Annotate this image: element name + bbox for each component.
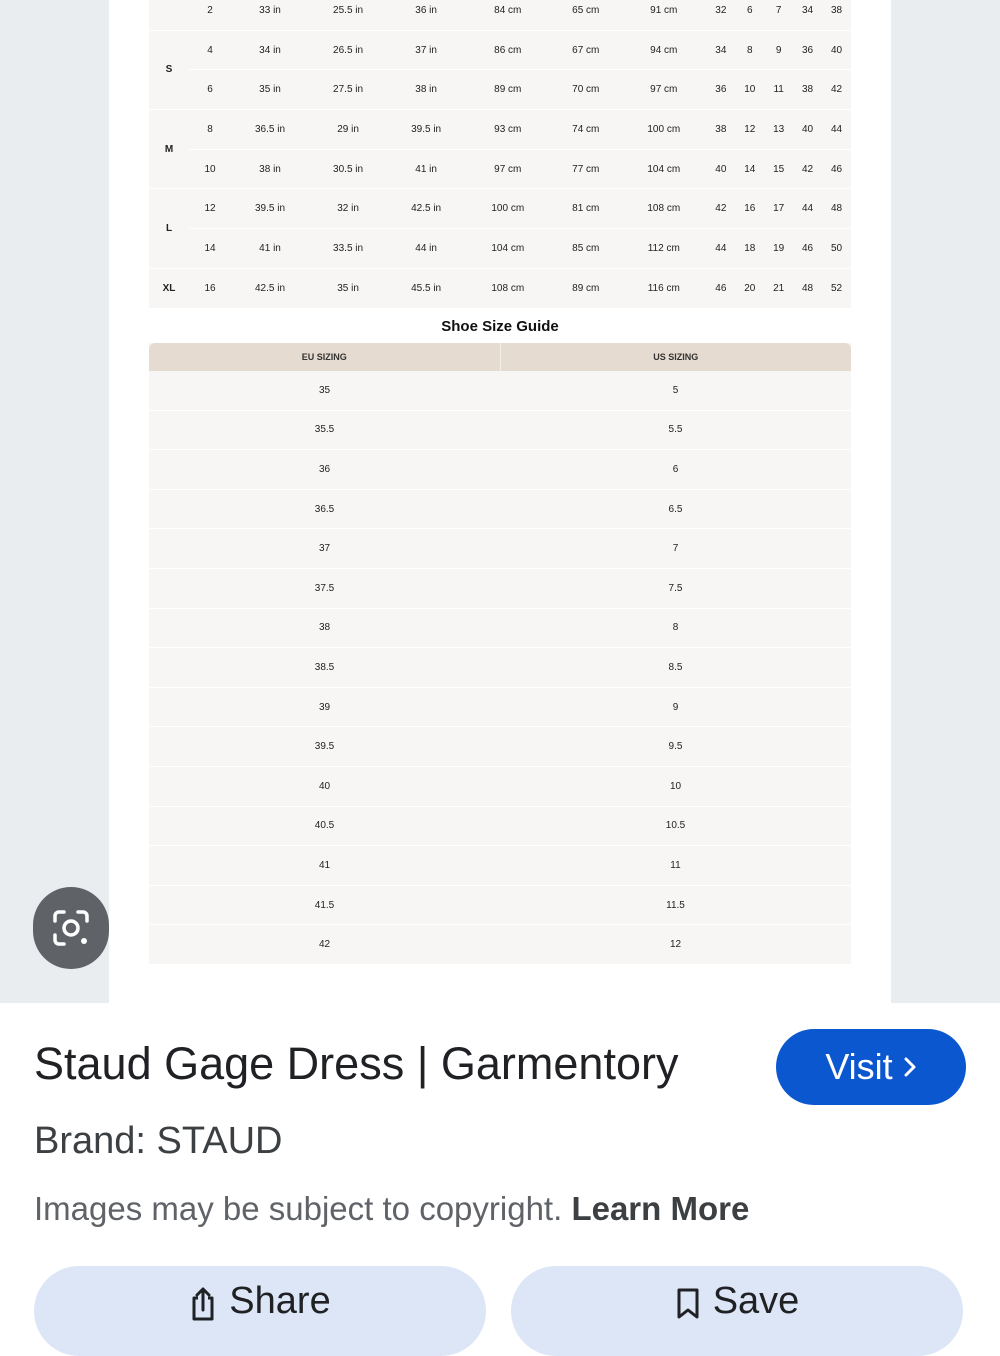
size-group-label: L: [149, 189, 189, 268]
shoe-size-row: [149, 490, 851, 530]
us-size-cell: 6.5: [668, 503, 683, 515]
us-size-cell: 9: [672, 701, 679, 713]
bookmark-icon: [675, 1286, 701, 1320]
size-cell: 52: [822, 268, 851, 308]
size-cell: 30.5 in: [309, 149, 387, 189]
size-cell: 44: [822, 110, 851, 150]
shoe-size-row: [149, 767, 851, 807]
size-cell: 20: [735, 268, 764, 308]
shoe-size-table: [149, 343, 851, 965]
size-cell: 108 cm: [621, 189, 706, 229]
size-cell: 48: [793, 268, 822, 308]
size-cell: 4: [189, 30, 231, 70]
size-cell: 44 in: [387, 229, 465, 269]
size-group-label: XL: [149, 268, 189, 308]
eu-size-cell: 37: [318, 543, 331, 555]
size-row: [149, 189, 851, 229]
size-cell: 38: [706, 110, 735, 150]
size-cell: 12: [735, 110, 764, 150]
us-size-cell: 8: [672, 622, 679, 634]
us-size-cell: 11.5: [666, 899, 685, 911]
size-cell: 40: [793, 110, 822, 150]
size-cell: 29 in: [309, 110, 387, 150]
visit-button[interactable]: [776, 1029, 966, 1105]
us-size-cell: 11: [670, 859, 681, 871]
size-cell: 65 cm: [550, 0, 621, 30]
copyright-notice: [34, 1190, 749, 1228]
share-label: Share: [229, 1280, 331, 1322]
shoe-size-row: [149, 807, 851, 847]
size-cell: 16: [735, 189, 764, 229]
eu-size-cell: 36.5: [314, 503, 335, 515]
size-cell: 42.5 in: [387, 189, 465, 229]
size-cell: 36: [706, 70, 735, 110]
shoe-size-row: [149, 569, 851, 609]
size-cell: 84 cm: [465, 0, 550, 30]
size-cell: 11: [764, 70, 793, 110]
share-icon: [189, 1286, 217, 1322]
size-cell: 42: [793, 149, 822, 189]
size-cell: 48: [822, 189, 851, 229]
size-cell: 27.5 in: [309, 70, 387, 110]
size-cell: 108 cm: [465, 268, 550, 308]
us-sizing-header: US SIZING: [500, 343, 852, 371]
size-cell: 77 cm: [550, 149, 621, 189]
size-cell: 104 cm: [465, 229, 550, 269]
eu-size-cell: 40: [318, 780, 331, 792]
size-cell: 38 in: [387, 70, 465, 110]
size-cell: 42.5 in: [231, 268, 309, 308]
size-cell: 21: [764, 268, 793, 308]
shoe-table-header: [149, 343, 851, 371]
us-size-cell: 9.5: [668, 741, 683, 753]
size-cell: 35 in: [309, 268, 387, 308]
size-cell: 26.5 in: [309, 30, 387, 70]
size-cell: 42: [706, 189, 735, 229]
eu-size-cell: 37.5: [314, 582, 335, 594]
size-row: [149, 149, 851, 189]
eu-size-cell: 39: [318, 701, 331, 713]
size-cell: 81 cm: [550, 189, 621, 229]
size-cell: 41 in: [231, 229, 309, 269]
eu-size-cell: 36: [318, 463, 331, 475]
size-cell: 104 cm: [621, 149, 706, 189]
size-cell: 39.5 in: [387, 110, 465, 150]
size-row: [149, 70, 851, 110]
size-cell: 17: [764, 189, 793, 229]
size-cell: 6: [189, 70, 231, 110]
result-title[interactable]: Staud Gage Dress | Garmentory: [34, 1038, 679, 1089]
eu-size-cell: 39.5: [314, 741, 335, 753]
eu-size-cell: 42: [318, 939, 331, 951]
size-cell: 32 in: [309, 189, 387, 229]
shoe-size-row: [149, 886, 851, 926]
size-cell: 34: [793, 0, 822, 30]
eu-size-cell: 41: [318, 859, 331, 871]
chevron-right-icon: [903, 1056, 917, 1078]
size-cell: 42: [822, 70, 851, 110]
size-cell: 34 in: [231, 30, 309, 70]
eu-size-cell: 38.5: [314, 661, 335, 673]
size-cell: 32: [706, 0, 735, 30]
google-lens-icon: [51, 908, 91, 948]
size-cell: 46: [793, 229, 822, 269]
size-cell: 116 cm: [621, 268, 706, 308]
us-size-cell: 12: [669, 939, 682, 951]
us-size-cell: 8.5: [668, 661, 683, 673]
size-cell: 100 cm: [621, 110, 706, 150]
shoe-size-row: [149, 371, 851, 411]
size-cell: 2: [189, 0, 231, 30]
us-size-cell: 7: [672, 543, 679, 555]
shoe-size-row: [149, 925, 851, 965]
size-cell: 86 cm: [465, 30, 550, 70]
size-cell: 25.5 in: [309, 0, 387, 30]
size-cell: 36 in: [387, 0, 465, 30]
shoe-size-row: [149, 529, 851, 569]
size-cell: 16: [189, 268, 231, 308]
brand-text: Brand: STAUD: [34, 1120, 283, 1162]
shoe-size-row: [149, 450, 851, 490]
size-cell: 10: [735, 70, 764, 110]
size-cell: 38: [793, 70, 822, 110]
size-row: [149, 30, 851, 70]
eu-size-cell: 35.5: [314, 424, 335, 436]
size-cell: 89 cm: [465, 70, 550, 110]
size-cell: 85 cm: [550, 229, 621, 269]
size-cell: 15: [764, 149, 793, 189]
size-cell: 112 cm: [621, 229, 706, 269]
size-cell: 94 cm: [621, 30, 706, 70]
size-cell: 38 in: [231, 149, 309, 189]
size-row: [149, 0, 851, 30]
size-cell: 9: [764, 30, 793, 70]
size-cell: 12: [189, 189, 231, 229]
size-cell: 36.5 in: [231, 110, 309, 150]
eu-size-cell: 40.5: [314, 820, 335, 832]
size-cell: 38: [822, 0, 851, 30]
share-button[interactable]: [34, 1266, 486, 1356]
size-cell: 97 cm: [465, 149, 550, 189]
size-group-label: M: [149, 110, 189, 189]
size-cell: 14: [735, 149, 764, 189]
size-group-label: S: [149, 30, 189, 109]
size-cell: 41 in: [387, 149, 465, 189]
size-cell: 40: [706, 149, 735, 189]
shoe-size-row: [149, 688, 851, 728]
size-cell: 8: [189, 110, 231, 150]
eu-sizing-header: EU SIZING: [301, 352, 347, 362]
shoe-size-row: [149, 411, 851, 451]
us-size-cell: 7.5: [668, 582, 683, 594]
size-group-label: [149, 0, 189, 30]
visit-label: Visit: [825, 1046, 893, 1087]
us-size-cell: 5: [672, 384, 679, 396]
size-cell: 39.5 in: [231, 189, 309, 229]
size-cell: 35 in: [231, 70, 309, 110]
shoe-guide-title: Shoe Size Guide: [441, 318, 559, 335]
size-cell: 100 cm: [465, 189, 550, 229]
size-row: [149, 229, 851, 269]
shoe-size-row: [149, 727, 851, 767]
size-cell: 89 cm: [550, 268, 621, 308]
shoe-size-row: [149, 846, 851, 886]
shoe-size-row: [149, 609, 851, 649]
size-cell: 74 cm: [550, 110, 621, 150]
save-button[interactable]: [511, 1266, 963, 1356]
size-cell: 7: [764, 0, 793, 30]
save-label: Save: [712, 1280, 800, 1322]
us-size-cell: 10.5: [665, 820, 686, 832]
size-cell: 14: [189, 229, 231, 269]
eu-size-cell: 35: [318, 384, 331, 396]
size-cell: 34: [706, 30, 735, 70]
size-cell: 45.5 in: [387, 268, 465, 308]
us-size-cell: 10: [669, 780, 682, 792]
us-size-cell: 6: [672, 463, 679, 475]
size-cell: 46: [822, 149, 851, 189]
size-chart-page: [109, 0, 891, 1003]
size-cell: 13: [764, 110, 793, 150]
size-cell: 10: [189, 149, 231, 189]
eu-size-cell: 38: [318, 622, 331, 634]
size-cell: 93 cm: [465, 110, 550, 150]
us-size-cell: 5.5: [668, 424, 683, 436]
size-row: [149, 110, 851, 150]
size-cell: 70 cm: [550, 70, 621, 110]
google-lens-button[interactable]: [33, 887, 109, 969]
size-cell: 97 cm: [621, 70, 706, 110]
learn-more-link[interactable]: Learn More: [571, 1190, 750, 1227]
size-cell: 36: [793, 30, 822, 70]
size-cell: 44: [706, 229, 735, 269]
size-cell: 44: [793, 189, 822, 229]
size-cell: 37 in: [387, 30, 465, 70]
size-cell: 46: [706, 268, 735, 308]
size-cell: 33 in: [231, 0, 309, 30]
shoe-size-row: [149, 648, 851, 688]
size-cell: 6: [735, 0, 764, 30]
size-cell: 33.5 in: [309, 229, 387, 269]
size-cell: 91 cm: [621, 0, 706, 30]
copyright-text: Images may be subject to copyright.: [34, 1190, 563, 1227]
size-cell: 67 cm: [550, 30, 621, 70]
size-chart-table: [149, 0, 851, 309]
size-cell: 8: [735, 30, 764, 70]
size-cell: 19: [764, 229, 793, 269]
eu-size-cell: 41.5: [314, 899, 335, 911]
size-cell: 50: [822, 229, 851, 269]
size-row: [149, 268, 851, 308]
size-cell: 40: [822, 30, 851, 70]
size-cell: 18: [735, 229, 764, 269]
